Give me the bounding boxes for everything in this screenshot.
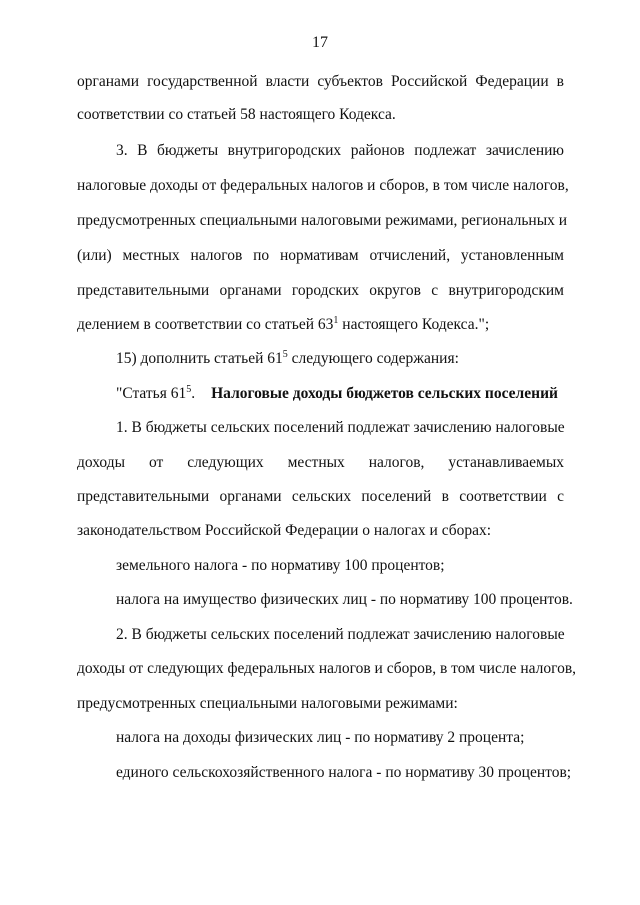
text-fragment: .: [191, 385, 196, 402]
text-line: налога на имущество физических лиц - по нормативу 100 процентов.: [116, 591, 573, 608]
text-line: доходы от следующих федеральных налогов и сборов, в том числе налогов,: [77, 660, 577, 677]
text-line: [116, 349, 564, 369]
superscript: 1: [333, 315, 339, 326]
superscript: 5: [282, 349, 288, 360]
article-title: Налоговые доходы бюджетов сельских поселений: [211, 385, 558, 402]
article-label: "Статья 61: [116, 385, 187, 402]
text-line: налоговые доходы от федеральных налогов и сборов, в том числе налогов,: [77, 177, 569, 194]
text-line: представительными органами городских округов с внутригородским: [77, 282, 564, 299]
text-line: представительными органами сельских поселений в соответствии с: [77, 488, 564, 505]
text-fragment: 15) дополнить статьей 61: [116, 350, 283, 367]
article-heading: [116, 384, 564, 404]
text-line: единого сельскохозяйственного налога - по нормативу 30 процентов;: [116, 764, 572, 781]
text-line: (или) местных налогов по нормативам отчислений, установленным: [77, 247, 564, 264]
text-fragment: делением в соответствии со статьей 63: [77, 316, 334, 333]
text-line: 1. В бюджеты сельских поселений подлежат зачислению налоговые: [116, 419, 565, 436]
page-number: 17: [312, 34, 328, 51]
text-line: налога на доходы физических лиц - по нормативу 2 процента;: [116, 729, 525, 746]
text-line: [77, 315, 564, 335]
text-line: предусмотренных специальными налоговыми режимами:: [77, 695, 458, 712]
text-line: предусмотренных специальными налоговыми режимами, региональных и: [77, 212, 568, 229]
text-line: 3. В бюджеты внутригородских районов подлежат зачислению: [116, 142, 564, 159]
text-fragment: следующего содержания:: [287, 350, 459, 367]
text-fragment: настоящего Кодекса.";: [338, 316, 490, 333]
text-line: 2. В бюджеты сельских поселений подлежат зачислению налоговые: [116, 626, 565, 643]
text-line: законодательством Российской Федерации о налогах и сборах:: [77, 522, 492, 539]
superscript: 5: [186, 384, 192, 395]
text-line: земельного налога - по нормативу 100 процентов;: [116, 557, 445, 574]
text-line: соответствии со статьей 58 настоящего Кодекса.: [77, 106, 396, 123]
text-line: органами государственной власти субъектов Российской Федерации в: [77, 73, 564, 90]
text-line: доходы от следующих местных налогов, устанавливаемых: [77, 454, 564, 471]
